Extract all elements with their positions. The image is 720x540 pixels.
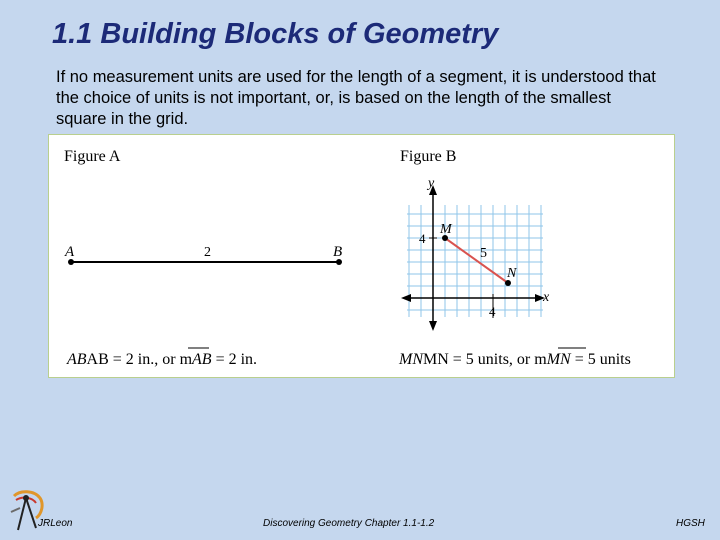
point-b-label: B (333, 244, 343, 260)
footer-school: HGSH (676, 518, 705, 529)
footer-author: JRLeon (38, 518, 73, 529)
x-tick-label: 4 (489, 304, 496, 319)
y-axis-arrow-down (429, 321, 437, 331)
point-n-label: N (507, 266, 517, 281)
footer-course: Discovering Geometry Chapter 1.1-1.2 (263, 518, 435, 529)
x-axis-label: x (543, 290, 550, 305)
figure-b-label: Figure B (400, 148, 457, 165)
caption-b: MNMN = 5 units, or mMN = 5 units (399, 351, 631, 368)
x-axis-arrow-left (401, 294, 411, 302)
length-label-mn: 5 (480, 246, 487, 261)
slide-paragraph: If no measurement units are used for the length of a segment, it is understood that the choice of units is not important, or, is based on the length of the smallest square in the grid. (56, 68, 656, 128)
point-a-label: A (65, 244, 75, 260)
figure-panel (48, 134, 675, 378)
segment-mn (445, 238, 508, 283)
y-tick-label: 4 (419, 231, 426, 246)
slide-title: 1.1 Building Blocks of Geometry (52, 18, 499, 50)
y-axis-label: y (428, 176, 435, 191)
caption-a: ABAB = 2 in., or mAB = 2 in. (67, 351, 258, 368)
length-label-ab: 2 (204, 245, 211, 260)
point-m-label: M (440, 222, 452, 237)
figure-a-label: Figure A (64, 148, 121, 165)
figure-svg (49, 135, 676, 379)
grid-lines (407, 205, 543, 317)
